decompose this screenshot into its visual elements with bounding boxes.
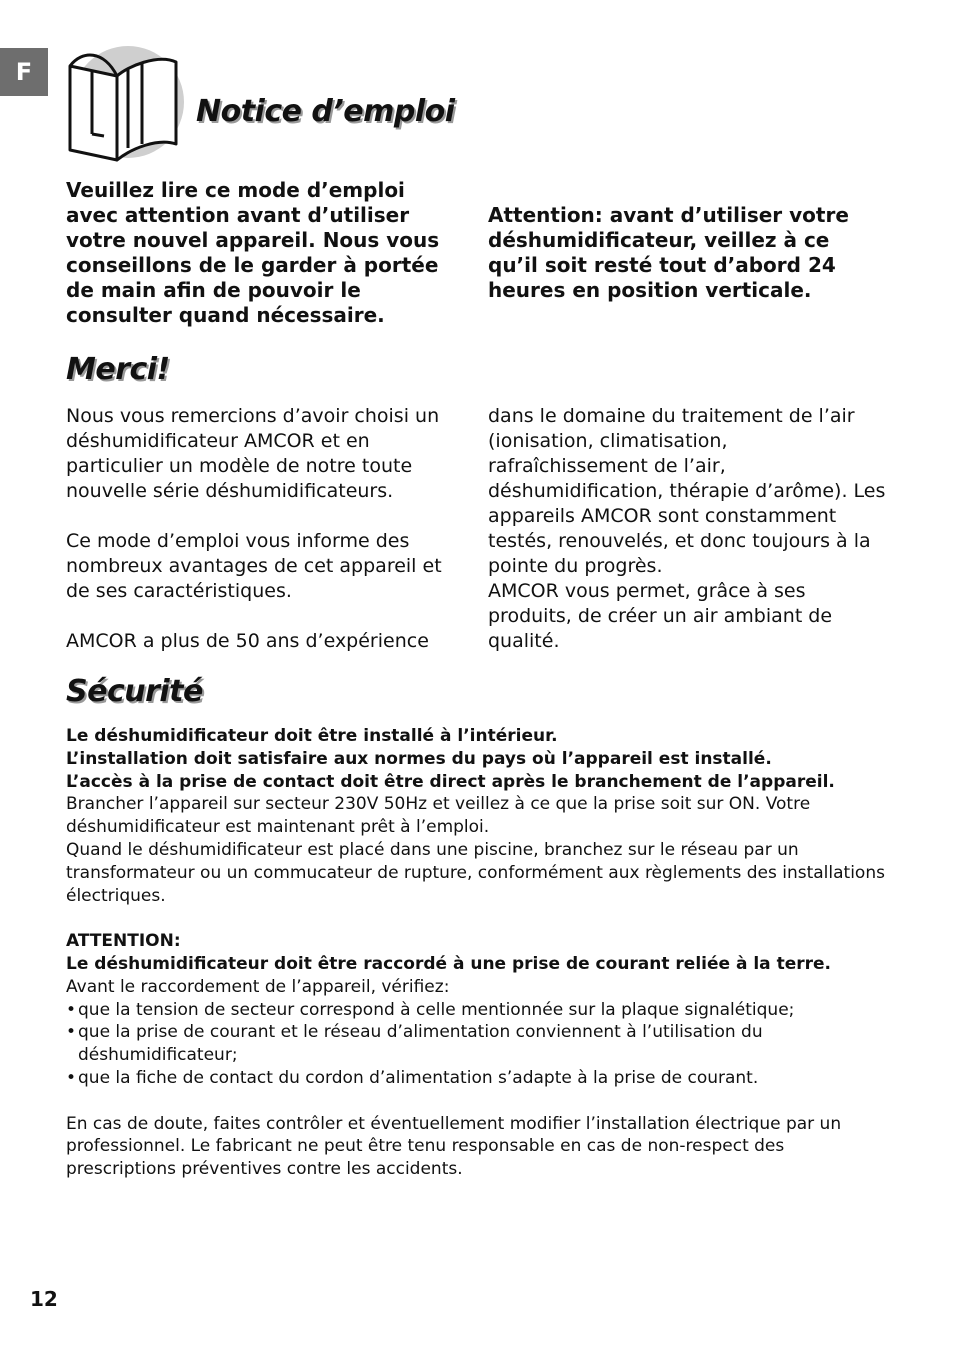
language-tab	[0, 48, 48, 96]
merci-left-column	[66, 404, 456, 654]
list-item	[66, 1021, 888, 1067]
page-number: 12	[30, 1287, 58, 1311]
attention-label: ATTENTION:	[66, 931, 181, 952]
securite-bold-line-3: L’accès à la prise de contact doit être direct après le branchement de l’appareil.	[66, 771, 835, 792]
securite-body	[66, 725, 888, 1181]
securite-bold-line-2: L’installation doit satisfaire aux normes du pays où l’appareil est installé.	[66, 748, 772, 769]
list-item-text: que la tension de secteur correspond à celle mentionnée sur la plaque signalétique;	[78, 999, 795, 1020]
bullet-icon: •	[66, 1022, 77, 1043]
intro-right-text: Attention: avant d’utiliser votre déshumidificateur, veillez à ce qu’il soit resté tout d’abord 24 heures en position verticale.	[488, 203, 849, 302]
language-tab-label: F	[15, 58, 33, 86]
merci-heading: Merci!	[66, 352, 170, 387]
bullet-icon: •	[66, 999, 77, 1020]
merci-paragraph-3: AMCOR a plus de 50 ans d’expérience	[66, 630, 429, 652]
list-item	[66, 999, 888, 1022]
list-item-text: que la fiche de contact du cordon d’alimentation s’adapte à la prise de courant.	[78, 1067, 759, 1088]
attention-statement: Le déshumidificateur doit être raccordé à une prise de courant reliée à la terre.	[66, 953, 831, 974]
securite-paragraph-1: Brancher l’appareil sur secteur 230V 50Hz et veillez à ce que la prise soit sur ON. Votre déshumidificateur est maintenant prêt à l’emploi.	[66, 794, 811, 838]
closing-paragraph: En cas de doute, faites contrôler et éventuellement modifier l’installation électrique par un professionnel. Le fabricant ne peut être tenu responsable en cas de non-respect des prescriptions préventives contre les accidents.	[66, 1113, 842, 1180]
open-book-icon	[62, 44, 188, 168]
merci-right-column	[488, 404, 892, 654]
merci-paragraph-5: AMCOR vous permet, grâce à ses produits, de créer un air ambiant de qualité.	[488, 580, 833, 652]
securite-paragraph-2: Quand le déshumidificateur est placé dans une piscine, branchez sur le réseau par un transformateur ou un commucateur de rupture, conformément aux règlements des installations électriques.	[66, 839, 885, 906]
merci-paragraph-4: dans le domaine du traitement de l’air (ionisation, climatisation, rafraîchissement de l’air, déshumidification, thérapie d’arôme). Les appareils AMCOR sont constamment testés, renouvelés, et donc toujours à la pointe du progrès.	[488, 405, 886, 577]
securite-bold-line-1: Le déshumidificateur doit être installé à l’intérieur.	[66, 726, 558, 746]
list-item	[66, 1067, 888, 1090]
securite-heading: Sécurité	[66, 674, 203, 709]
list-item-text: que la prise de courant et le réseau d’alimentation conviennent à l’utilisation du déshumidificateur;	[78, 1022, 763, 1066]
before-connection-text: Avant le raccordement de l’appareil, vérifiez:	[66, 976, 450, 997]
bullet-icon: •	[66, 1067, 77, 1088]
page-title: Notice d’emploi	[196, 94, 455, 129]
intro-left-text: Veuillez lire ce mode d’emploi avec attention avant d’utiliser votre nouvel appareil. Nous vous conseillons de le garder à portée de main afin de pouvoir le consulter quand nécessaire.	[66, 178, 440, 327]
merci-paragraph-2: Ce mode d’emploi vous informe des nombreux avantages de cet appareil et de ses caractéristiques.	[66, 530, 442, 602]
merci-paragraph-1: Nous vous remercions d’avoir choisi un déshumidificateur AMCOR et en particulier un modèle de notre toute nouvelle série déshumidificateurs.	[66, 405, 440, 502]
